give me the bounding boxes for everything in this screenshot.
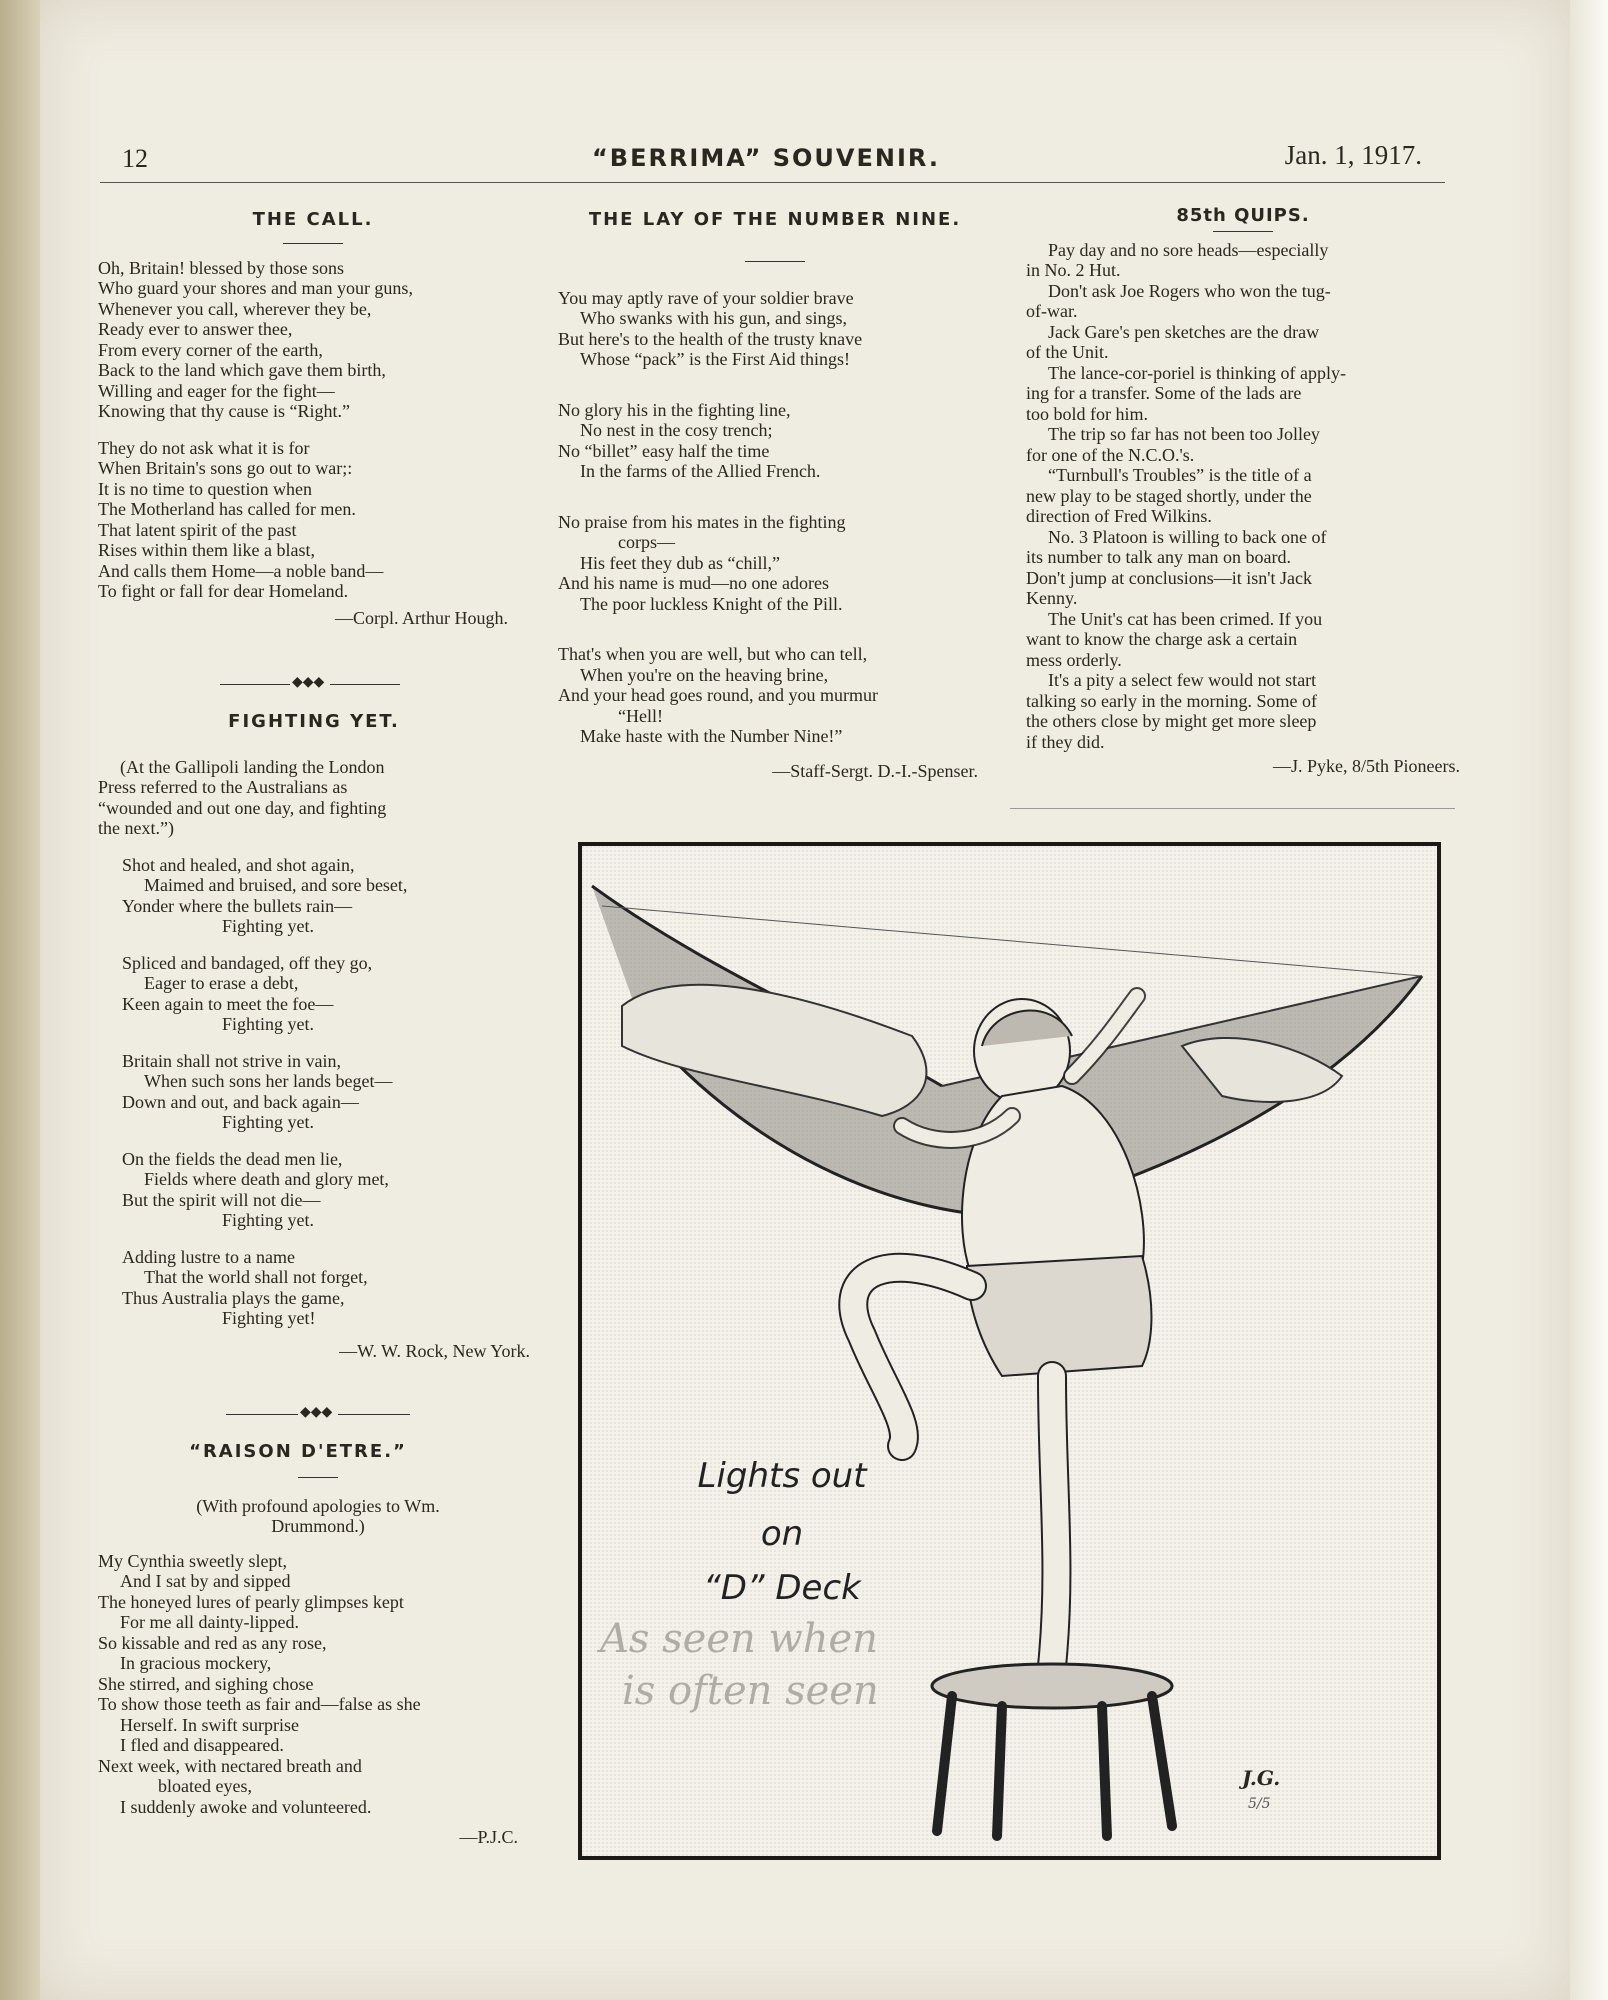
poem-line: In the farms of the Allied French. (580, 461, 821, 481)
quip-line: The lance-cor-poriel is thinking of apply- (1048, 362, 1347, 383)
quip-line: ing for a transfer. Some of the lads are (1026, 383, 1302, 403)
quip-line: want to know the charge ask a certain (1026, 629, 1298, 649)
intro-line: Drummond.) (271, 1516, 365, 1536)
poem-line: That the world shall not forget, (144, 1267, 368, 1287)
quips-body (1026, 240, 1460, 753)
fighting-stanza-1 (98, 855, 530, 937)
poem-line: From every corner of the earth, (98, 339, 323, 360)
heading-rule (298, 1477, 338, 1478)
heading-number-nine: THE LAY OF THE NUMBER NINE. (588, 209, 962, 230)
intro-line: the next.”) (98, 818, 174, 838)
cartoon-illustration (578, 842, 1441, 1860)
poem-line: Fields where death and glory met, (144, 1169, 389, 1189)
poem-line: My Cynthia sweetly slept, (98, 1550, 287, 1571)
header-rule (100, 182, 1445, 183)
poem-line: Make haste with the Number Nine!” (580, 726, 843, 746)
signature-pjc: —P.J.C. (459, 1827, 518, 1847)
poem-line: And I sat by and sipped (120, 1571, 291, 1591)
poem-line: And his name is mud—no one adores (558, 573, 829, 593)
poem-refrain: Fighting yet. (222, 1014, 315, 1034)
signature-spenser: —Staff-Sergt. D.-I.-Spenser. (772, 760, 978, 781)
call-stanza-2 (98, 438, 528, 602)
poem-line: corps— (618, 532, 675, 552)
quip-line: The trip so far has not been too Jolley (1048, 424, 1320, 444)
intro-line: “wounded and out one day, and fighting (98, 797, 387, 818)
poem-line: No glory his in the fighting line, (558, 399, 791, 420)
poem-line: You may aptly rave of your soldier brave (558, 287, 854, 308)
poem-line: Who swanks with his gun, and sings, (580, 308, 847, 328)
poem-fighting-yet (98, 712, 530, 1361)
poem-line: Maimed and bruised, and sore beset, (144, 875, 408, 895)
quip-line: direction of Fred Wilkins. (1026, 506, 1212, 526)
raison-body (98, 1551, 538, 1818)
quip-line: too bold for him. (1026, 403, 1148, 424)
quip-line: in No. 2 Hut. (1026, 260, 1121, 280)
poem-line: On the fields the dead men lie, (122, 1148, 343, 1169)
heading-raison-detre: “RAISON D'ETRE.” (189, 1441, 407, 1462)
quip-line: if they did. (1026, 731, 1105, 752)
quip-line: the others close by might get more sleep (1026, 711, 1317, 731)
poem-line: Oh, Britain! blessed by those sons (98, 257, 344, 278)
quip-line: Don't ask Joe Rogers who won the tug- (1048, 280, 1331, 301)
quip-line: “Turnbull's Troubles” is the title of a (1048, 465, 1312, 485)
poem-line: Ready ever to answer thee, (98, 319, 293, 339)
poem-line: Spliced and bandaged, off they go, (122, 952, 373, 973)
poem-line: That's when you are well, but who can tell, (558, 644, 868, 664)
poem-line: It is no time to question when (98, 478, 312, 499)
poem-line: The Motherland has called for men. (98, 499, 356, 519)
poem-line: Keen again to meet the foe— (122, 993, 334, 1014)
section-ornament: ◆◆◆ (220, 680, 400, 690)
quip-line: new play to be staged shortly, under the (1026, 485, 1312, 506)
poem-refrain: Fighting yet! (222, 1308, 316, 1328)
quip-line: No. 3 Platoon is willing to back one of (1048, 526, 1327, 547)
quip-line: of-war. (1026, 301, 1078, 321)
poem-line: For me all dainty-lipped. (120, 1612, 299, 1632)
heading-rule (1213, 231, 1273, 232)
poem-line: But the spirit will not die— (122, 1189, 321, 1210)
poem-line: Thus Australia plays the game, (122, 1287, 345, 1308)
poem-raison-detre (98, 1442, 538, 1848)
heading-rule (745, 261, 805, 262)
page-number: 12 (122, 144, 148, 173)
poem-line: So kissable and red as any rose, (98, 1632, 327, 1653)
fighting-stanza-5 (98, 1247, 530, 1329)
column-rule (1010, 808, 1455, 809)
poem-line: Whenever you call, wherever they be, (98, 298, 372, 319)
call-stanza-1 (98, 258, 528, 422)
poem-line: Whose “pack” is the First Aid things! (580, 349, 850, 369)
poem-line: When you're on the heaving brine, (580, 664, 829, 685)
quip-line: Pay day and no sore heads—especially (1048, 239, 1329, 260)
poem-line: Down and out, and back again— (122, 1091, 359, 1112)
pencil-note-1: As seen when (600, 1616, 878, 1662)
poem-line: No nest in the cosy trench; (580, 420, 773, 440)
quip-line: Jack Gare's pen sketches are the draw (1048, 321, 1320, 342)
poem-line: Yonder where the bullets rain— (122, 895, 353, 916)
lay-stanza-2 (558, 400, 992, 482)
heading-fighting-yet: FIGHTING YET. (228, 711, 400, 732)
lay-stanza-3 (558, 512, 992, 615)
poem-line: And your head goes round, and you murmur (558, 685, 878, 705)
fighting-stanza-2 (98, 953, 530, 1035)
artist-date-mark: 5/5 (1248, 1796, 1271, 1812)
poem-the-call (98, 210, 528, 628)
poem-line: “Hell! (618, 705, 663, 726)
poem-line: They do not ask what it is for (98, 437, 310, 458)
article-85th-quips (1026, 206, 1460, 777)
poem-line: Rises within them like a blast, (98, 540, 315, 560)
poem-line: No “billet” easy half the time (558, 440, 770, 461)
poem-line: Britain shall not strive in vain, (122, 1050, 341, 1071)
lay-stanza-4 (558, 644, 992, 747)
fighting-intro (98, 757, 530, 839)
poem-line: I fled and disappeared. (120, 1735, 284, 1755)
poem-refrain: Fighting yet. (222, 1210, 315, 1230)
fighting-stanza-4 (98, 1149, 530, 1231)
quip-line: Don't jump at conclusions—it isn't Jack (1026, 567, 1312, 588)
poem-line: She stirred, and sighing chose (98, 1673, 314, 1694)
poem-line: I suddenly awoke and volunteered. (120, 1796, 372, 1817)
page-header (122, 140, 1422, 180)
caption-line-3: “D” Deck (703, 1568, 861, 1608)
poem-line: The honeyed lures of pearly glimpses kept (98, 1591, 404, 1612)
poem-line: To show those teeth as fair and—false as she (98, 1694, 421, 1714)
quip-line: The Unit's cat has been crimed. If you (1048, 608, 1323, 629)
fighting-stanza-3 (98, 1051, 530, 1133)
pencil-note-2: is often seen (622, 1668, 879, 1714)
poem-line: But here's to the health of the trusty knave (558, 328, 863, 349)
poem-line: His feet they dub as “chill,” (580, 552, 780, 573)
raison-intro (98, 1496, 538, 1537)
poem-number-nine (558, 210, 992, 781)
heading-the-call: THE CALL. (252, 209, 374, 230)
poem-refrain: Fighting yet. (222, 916, 315, 936)
poem-line: Adding lustre to a name (122, 1246, 295, 1267)
poem-line: And calls them Home—a noble band— (98, 560, 384, 581)
poem-line: Herself. In swift surprise (120, 1714, 299, 1735)
poem-line: Shot and healed, and shot again, (122, 854, 355, 875)
poem-line: Eager to erase a debt, (144, 973, 299, 993)
quip-line: for one of the N.C.O.'s. (1026, 444, 1195, 465)
lay-stanza-1 (558, 288, 992, 370)
intro-line: Press referred to the Australians as (98, 777, 348, 797)
intro-line: (At the Gallipoli landing the London (120, 756, 385, 777)
quip-line: mess orderly. (1026, 649, 1122, 670)
heading-85th-quips: 85th QUIPS. (1176, 205, 1310, 226)
poem-line: Next week, with nectared breath and (98, 1755, 362, 1776)
poem-line: Willing and eager for the fight— (98, 380, 335, 401)
heading-rule (283, 243, 343, 244)
poem-line: In gracious mockery, (120, 1653, 272, 1673)
signature-rock: —W. W. Rock, New York. (339, 1340, 530, 1361)
poem-line: The poor luckless Knight of the Pill. (580, 593, 843, 614)
poem-line: Knowing that thy cause is “Right.” (98, 401, 350, 421)
quip-line: talking so early in the morning. Some of (1026, 690, 1317, 711)
intro-line: (With profound apologies to Wm. (196, 1495, 440, 1516)
poem-line: When Britain's sons go out to war;: (98, 458, 353, 478)
signature-pyke: —J. Pyke, 8/5th Pioneers. (1273, 756, 1460, 776)
quip-line: Kenny. (1026, 588, 1078, 608)
issue-date: Jan. 1, 1917. (1284, 140, 1422, 170)
quip-line: of the Unit. (1026, 342, 1109, 362)
page-edge-right (1570, 0, 1608, 2000)
poem-line: That latent spirit of the past (98, 519, 297, 540)
poem-line: Back to the land which gave them birth, (98, 360, 386, 380)
caption-line-1: Lights out (697, 1456, 867, 1496)
poem-line: To fight or fall for dear Homeland. (98, 581, 349, 601)
poem-line: When such sons her lands beget— (144, 1071, 393, 1091)
poem-line: Who guard your shores and man your guns, (98, 278, 413, 298)
poem-line: bloated eyes, (158, 1776, 252, 1796)
quip-line: It's a pity a select few would not start (1048, 670, 1317, 690)
publication-title: “BERRIMA” SOUVENIR. (592, 144, 940, 172)
quip-line: its number to talk any man on board. (1026, 547, 1291, 567)
poem-line: No praise from his mates in the fighting (558, 511, 846, 532)
poem-refrain: Fighting yet. (222, 1112, 315, 1132)
page-edge-left (0, 0, 40, 2000)
signature-hough: —Corpl. Arthur Hough. (335, 607, 508, 628)
artist-initials: J.G. (1242, 1766, 1281, 1790)
caption-line-2: on (760, 1514, 804, 1554)
section-ornament: ◆◆◆ (226, 1410, 410, 1420)
